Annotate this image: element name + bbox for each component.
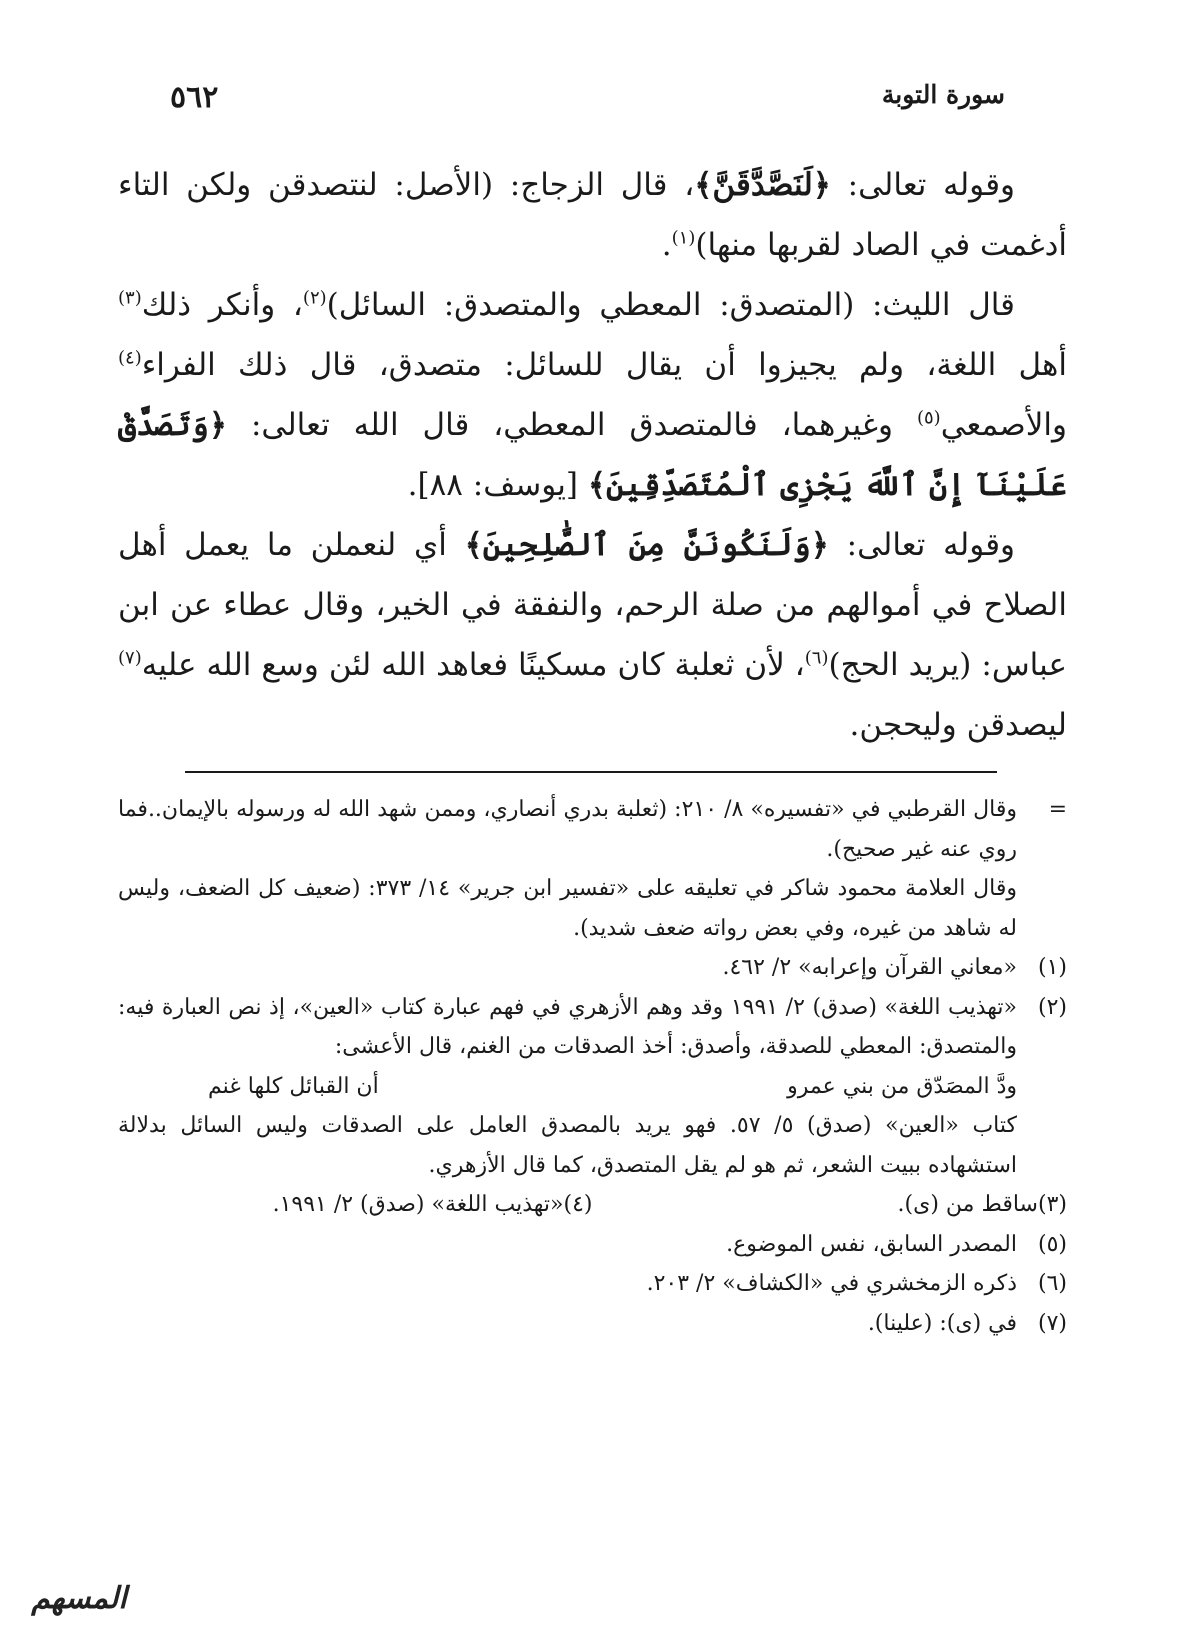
footnote-ref-6[interactable]: (٦) [804, 647, 829, 669]
footnote-text: ذكره الزمخشري في «الكشاف» ٢/ ٢٠٣. [646, 1271, 1017, 1296]
footnote-3 [593, 1185, 1068, 1225]
footnote-number: (١) [1037, 955, 1067, 980]
publisher-logo-stamp [14, 1578, 144, 1632]
paragraph-3 [118, 515, 1067, 755]
paragraph-2 [118, 275, 1067, 515]
footnote-text: «معاني القرآن وإعرابه» ٢/ ٤٦٢. [722, 955, 1017, 980]
poem-verse [118, 1067, 1067, 1107]
footnotes [118, 790, 1067, 1343]
footnote-2 [118, 988, 1067, 1067]
main-text [118, 155, 1067, 755]
footnote-text: وقال القرطبي في «تفسيره» ٨/ ٢١٠: (ثعلبة بدري أنصاري، وممن شهد الله له ورسوله بالإيمان..فما روي عنه غير صحيح). [118, 797, 1018, 862]
paragraph-1 [118, 155, 1067, 275]
text-run: وغيرهما، فالمتصدق المعطي، قال الله تعالى: [226, 407, 917, 443]
quran-quote: ﴿وَلَنَكُونَنَّ مِنَ ٱلصَّٰلِحِينَ﴾ [464, 527, 829, 563]
text-run: ، لأن ثعلبة كان مسكينًا فعاهد الله لئن وسع الله عليه [141, 647, 805, 683]
logo-text: المسهم [31, 1581, 127, 1616]
text-run: قال الليث: (المتصدق: المعطي والمتصدق: السائل) [326, 287, 1015, 323]
footnote-text: «تهذيب اللغة» (صدق) ٢/ ١٩٩١ وقد وهم الأزهري في فهم عبارة كتاب «العين»، إذ نص العبارة فيه: والمتصدق: المعطي للصدقة، وأصدق: أخذ الصدقات من الغنم، قال الأعشى: [118, 994, 1017, 1059]
footnote-number: (٤) [563, 1192, 593, 1217]
text-run: [يوسف: ٨٨]. [407, 467, 588, 503]
poem-second-hemistich: أن القبائل كلها غنم [208, 1073, 379, 1099]
footnote-text: وقال العلامة محمود شاكر في تعليقه على «تفسير ابن جرير» ١٤/ ٣٧٣: (ضعيف كل الضعف، وليس له شاهد من غيره، وفي بعض رواته ضعف شديد). [118, 876, 1018, 941]
footnote-spacer [1017, 1106, 1067, 1185]
footnote-ref-7[interactable]: (٧) [118, 647, 142, 669]
footnote-number: (٣) [1037, 1192, 1067, 1217]
text-run: وقوله تعالى: [828, 527, 1015, 563]
footnote-ref-5[interactable]: (٥) [916, 407, 941, 429]
text-run: . [661, 227, 672, 263]
page-number: ٥٦٢ [170, 80, 219, 115]
footnote-4 [118, 1185, 593, 1225]
footnote-spacer [1017, 869, 1067, 948]
text-run: ، وأنكر ذلك [141, 287, 303, 323]
footnote-number: (٧) [1037, 1310, 1067, 1336]
footnote-divider [185, 771, 997, 773]
footnote-number: (٥) [1037, 1231, 1067, 1257]
footnote-continuation [118, 790, 1067, 869]
text-run: وقوله تعالى: [830, 167, 1015, 203]
footnote-row-3-4 [118, 1185, 1067, 1225]
text-run: ليصدقن وليحجن. [849, 707, 1067, 743]
sura-title: سورة التوبة [881, 80, 1005, 109]
quran-quote: ﴿لَنَصَّدَّقَنَّ﴾ [694, 167, 831, 203]
footnote-continuation [118, 869, 1067, 948]
poem-first-hemistich: ودَّ المصَدّق من بني عمرو [787, 1073, 1017, 1099]
footnote-7 [118, 1304, 1067, 1344]
footnote-text: ساقط من (ى). [897, 1192, 1038, 1217]
text-run: ، قال الزجاج: (الأصل: لنتصدقن ولكن التاء أدغمت في الصاد لقربها منها) [118, 167, 1067, 263]
footnote-text: المصدر السابق، نفس الموضوع. [726, 1231, 1017, 1257]
footnote-5 [118, 1225, 1067, 1265]
footnote-number: (٢) [1037, 994, 1067, 1020]
text-run: والأصمعي [940, 407, 1067, 443]
footnote-ref-3[interactable]: (٣) [118, 287, 142, 309]
footnote-6 [118, 1264, 1067, 1304]
footnote-text: «تهذيب اللغة» (صدق) ٢/ ١٩٩١. [272, 1192, 564, 1217]
footnote-ref-2[interactable]: (٢) [302, 287, 327, 309]
text-run: أي لنعملن ما يعمل أهل الصلاح في أموالهم من صلة الرحم، والنفقة في الخير، وقال عطاء عن ابن عباس: (يريد الحج) [118, 527, 1067, 683]
footnote-text: في (ى): (علينا). [867, 1310, 1017, 1336]
footnote-ref-1[interactable]: (١) [671, 227, 696, 249]
text-run: أهل اللغة، ولم يجيزوا أن يقال للسائل: متصدق، قال ذلك الفراء [141, 347, 1067, 383]
footnote-1 [118, 948, 1067, 988]
continuation-mark: = [1048, 797, 1067, 822]
footnote-text: كتاب «العين» (صدق) ٥/ ٥٧. فهو يريد بالمصدق العامل على الصدقات وليس السائل بدلالة استشهاده ببيت الشعر، ثم هو لم يقل المتصدق، كما قال الأزهري. [118, 1113, 1017, 1178]
footnote-2-continued [118, 1106, 1067, 1185]
quran-quote: ﴿وَتَصَدَّقْ عَلَيْنَآ إِنَّ ٱللَّهَ يَجْزِى ٱلْمُتَصَدِّقِينَ﴾ [118, 407, 1067, 503]
footnote-number: (٦) [1037, 1271, 1067, 1296]
page-header [170, 80, 1005, 120]
footnote-ref-4[interactable]: (٤) [118, 347, 142, 369]
